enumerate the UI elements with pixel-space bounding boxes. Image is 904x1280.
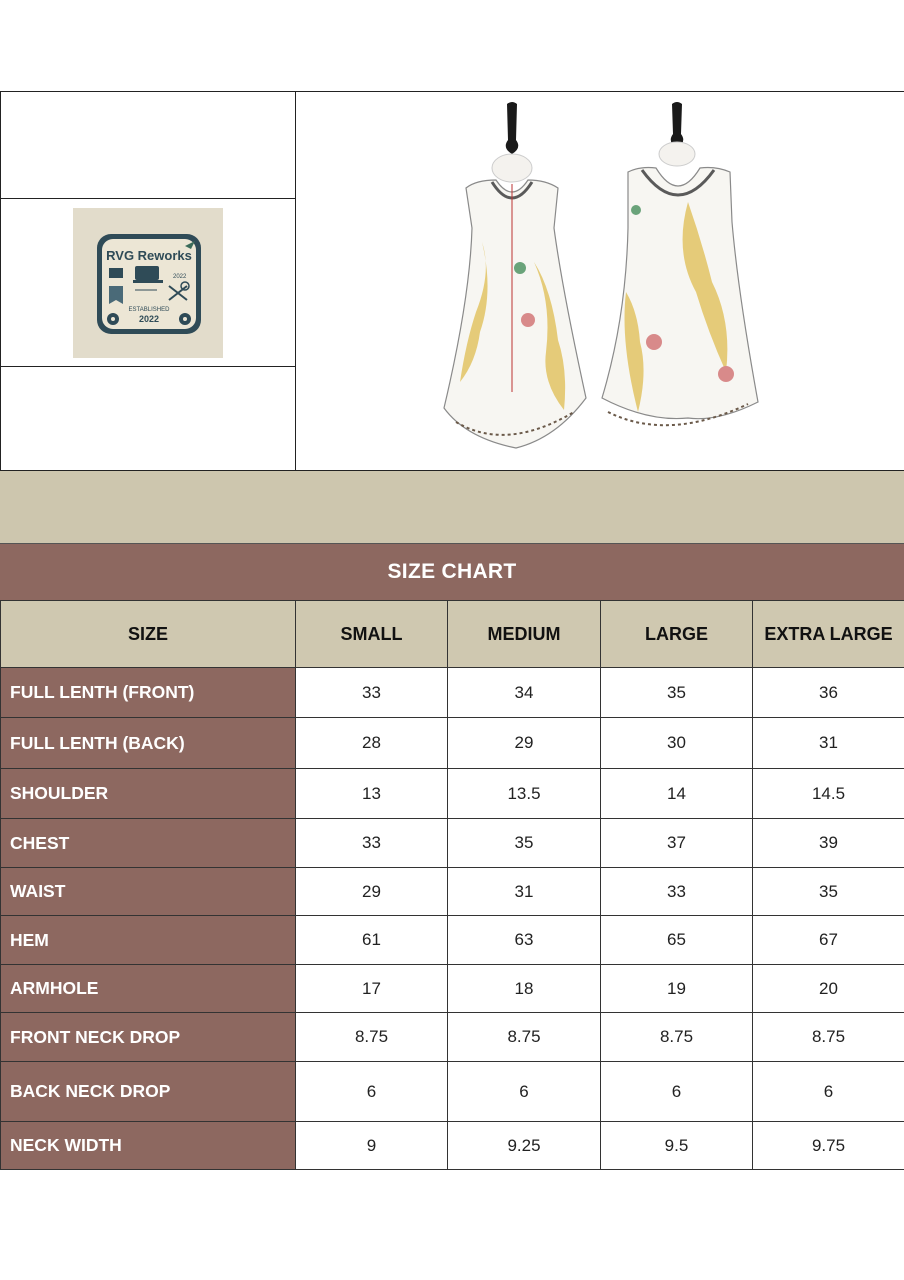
table-row [1,718,904,769]
table-cell: 29 [296,868,448,916]
table-cell: 8.75 [601,1013,753,1062]
table-cell: 37 [601,819,753,868]
logo-est-text: ESTABLISHED [128,307,170,313]
table-row [1,916,904,965]
table-row [1,1062,904,1122]
table-cell: 9.5 [601,1122,753,1170]
table-row [1,868,904,916]
size-chart-title: SIZE CHART [0,543,904,600]
size-chart-sheet [0,91,904,1170]
logo-year-badge: 2022 [173,274,187,280]
table-cell: 63 [448,916,601,965]
row-label: WAIST [1,868,296,916]
size-table [0,600,904,1170]
table-cell: 18 [448,965,601,1013]
product-photos [296,92,904,470]
table-cell: 19 [601,965,753,1013]
table-cell: 6 [448,1062,601,1122]
table-cell: 39 [753,819,904,868]
separator-band [0,471,904,543]
logo-cell [1,199,295,367]
table-cell: 35 [753,868,904,916]
top-section [0,91,904,471]
row-label: NECK WIDTH [1,1122,296,1170]
header-large: LARGE [601,601,753,668]
table-cell: 6 [601,1062,753,1122]
table-cell: 9.25 [448,1122,601,1170]
table-cell: 8.75 [296,1013,448,1062]
table-cell: 65 [601,916,753,965]
table-row [1,1013,904,1062]
table-cell: 20 [753,965,904,1013]
table-cell: 9 [296,1122,448,1170]
table-cell: 31 [753,718,904,769]
logo-est-year: 2022 [138,314,160,324]
table-row [1,1122,904,1170]
row-label: CHEST [1,819,296,868]
table-row [1,965,904,1013]
table-cell: 33 [296,819,448,868]
table-cell: 33 [296,668,448,718]
dress-front-view [444,102,586,448]
table-cell: 14 [601,769,753,819]
row-label: HEM [1,916,296,965]
header-medium: MEDIUM [448,601,601,668]
row-label: BACK NECK DROP [1,1062,296,1122]
row-label: ARMHOLE [1,965,296,1013]
table-cell: 6 [296,1062,448,1122]
table-cell: 8.75 [448,1013,601,1062]
table-cell: 29 [448,718,601,769]
table-cell: 13 [296,769,448,819]
table-cell: 6 [753,1062,904,1122]
logo-brand-text: RVG Reworks [106,248,192,263]
empty-cell-bottom [1,367,295,471]
table-cell: 36 [753,668,904,718]
table-cell: 17 [296,965,448,1013]
row-label: FULL LENTH (FRONT) [1,668,296,718]
row-label: FRONT NECK DROP [1,1013,296,1062]
empty-cell-top [1,92,295,199]
table-cell: 34 [448,668,601,718]
header-size: SIZE [1,601,296,668]
table-row [1,819,904,868]
table-cell: 67 [753,916,904,965]
table-cell: 13.5 [448,769,601,819]
table-cell: 9.75 [753,1122,904,1170]
table-cell: 31 [448,868,601,916]
table-cell: 14.5 [753,769,904,819]
header-row [1,601,904,668]
table-cell: 30 [601,718,753,769]
left-column [1,92,296,470]
table-cell: 28 [296,718,448,769]
header-extra-large: EXTRA LARGE [753,601,904,668]
table-cell: 8.75 [753,1013,904,1062]
row-label: FULL LENTH (BACK) [1,718,296,769]
table-row [1,769,904,819]
header-small: SMALL [296,601,448,668]
table-cell: 33 [601,868,753,916]
brand-logo [73,208,223,358]
table-row [1,668,904,718]
table-cell: 35 [601,668,753,718]
table-cell: 61 [296,916,448,965]
row-label: SHOULDER [1,769,296,819]
dress-back-view [602,102,758,425]
table-cell: 35 [448,819,601,868]
